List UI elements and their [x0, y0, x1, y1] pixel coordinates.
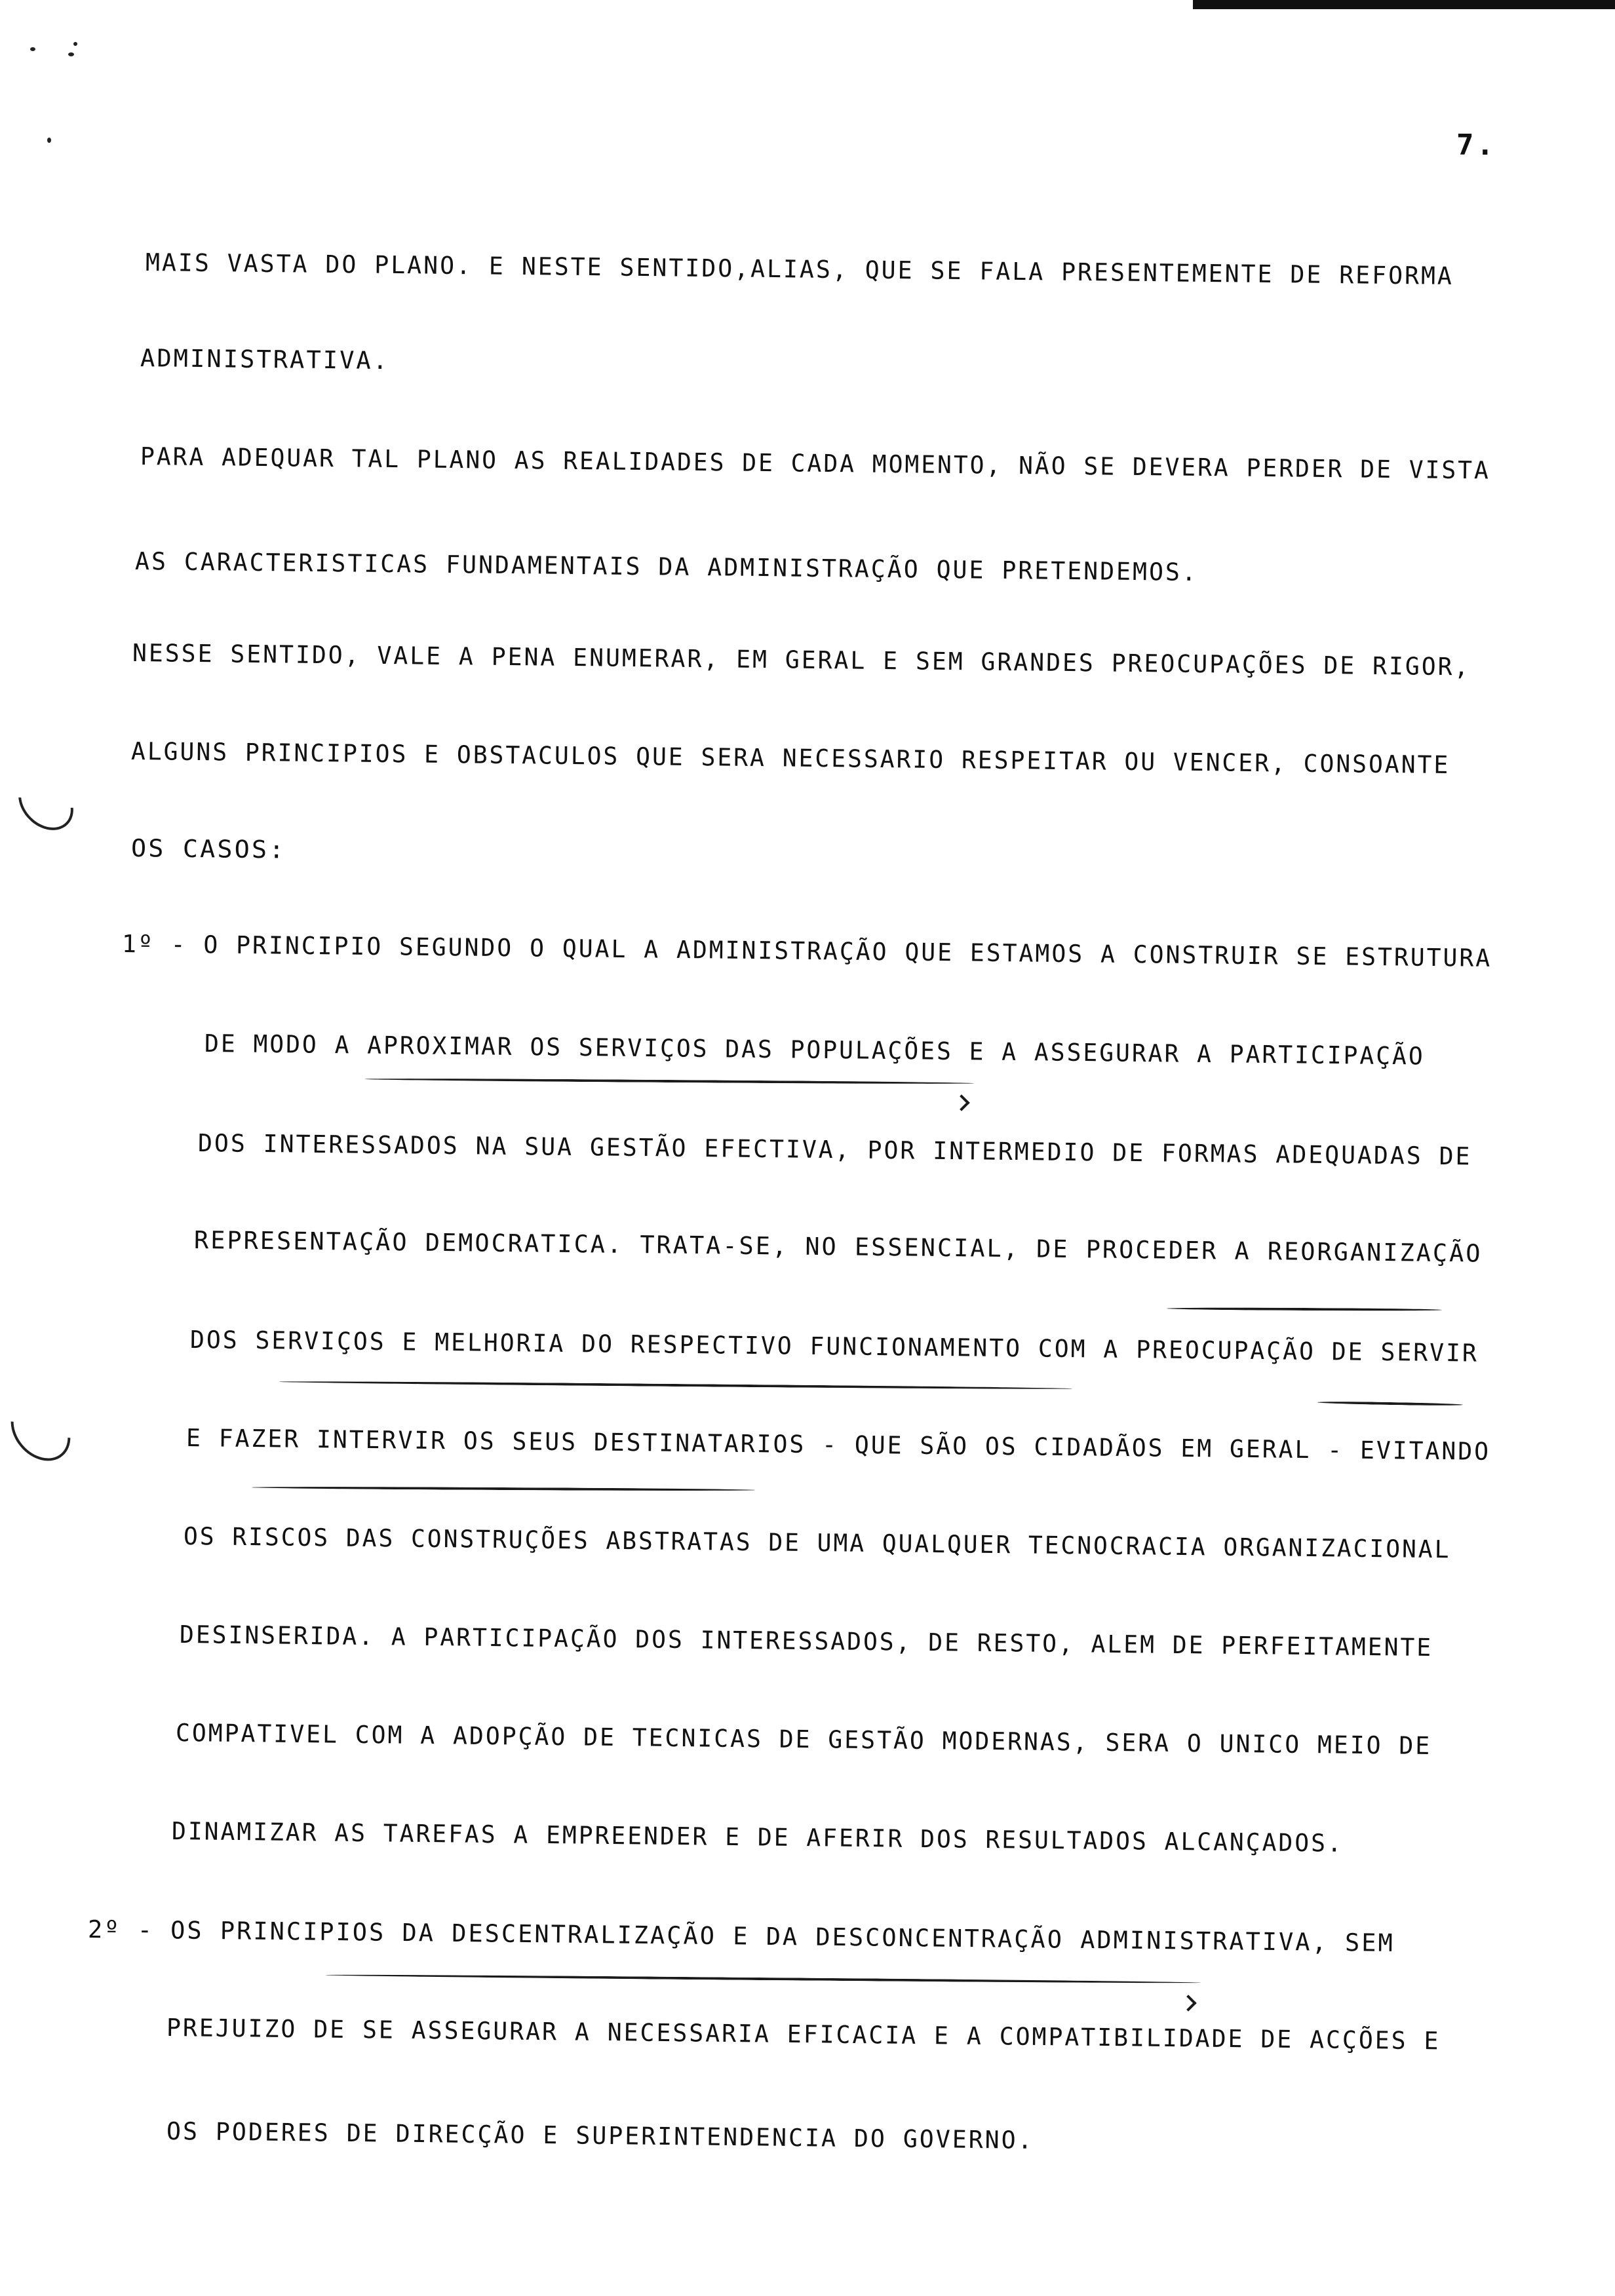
handwritten-underline: [279, 1381, 1072, 1390]
text-line: MAIS VASTA DO PLANO. E NESTE SENTIDO,ALIAS, QUE SE FALA PRESENTEMENTE DE REFORMA: [145, 248, 1454, 290]
text-line: 1º - O PRINCIPIO SEGUNDO O QUAL A ADMINISTRAÇÃO QUE ESTAMOS A CONSTRUIR SE ESTRUTURA: [121, 930, 1492, 972]
text-line: OS PODERES DE DIRECÇÃO E SUPERINTENDENCIA DO GOVERNO.: [166, 2117, 1034, 2154]
punch-hole-mark: [7, 764, 84, 841]
text-line: DOS INTERESSADOS NA SUA GESTÃO EFECTIVA, POR INTERMEDIO DE FORMAS ADEQUADAS DE: [197, 1129, 1472, 1171]
handwritten-underline: [252, 1486, 755, 1491]
handwritten-underline: [325, 1974, 1201, 1984]
underline-arrowhead: [1180, 1995, 1196, 2011]
text-line: OS CASOS:: [130, 834, 286, 864]
text-line: AS CARACTERISTICAS FUNDAMENTAIS DA ADMINISTRAÇÃO QUE PRETENDEMOS.: [134, 547, 1199, 586]
text-line: OS RISCOS DAS CONSTRUÇÕES ABSTRATAS DE UMA QUALQUER TECNOCRACIA ORGANIZACIONAL: [183, 1522, 1451, 1564]
page-number: 7.: [1456, 128, 1496, 162]
scan-speck: [73, 42, 77, 46]
text-line: 2º - OS PRINCIPIOS DA DESCENTRALIZAÇÃO E DA DESCONCENTRAÇÃO ADMINISTRATIVA, SEM: [87, 1915, 1395, 1957]
punch-hole-mark: [0, 1387, 83, 1472]
text-line: COMPATIVEL COM A ADOPÇÃO DE TECNICAS DE GESTÃO MODERNAS, SERA O UNICO MEIO DE: [175, 1719, 1432, 1761]
scan-speck: [30, 47, 35, 51]
text-line: DESINSERIDA. A PARTICIPAÇÃO DOS INTERESSADOS, DE RESTO, ALEM DE PERFEITAMENTE: [179, 1620, 1433, 1662]
scan-speck: [47, 138, 51, 143]
handwritten-underline: [1317, 1401, 1463, 1406]
text-line: NESSE SENTIDO, VALE A PENA ENUMERAR, EM GERAL E SEM GRANDES PREOCUPAÇÕES DE RIGOR,: [132, 639, 1471, 681]
text-line: ADMINISTRATIVA.: [140, 344, 390, 375]
text-line: ALGUNS PRINCIPIOS E OBSTACULOS QUE SERA NECESSARIO RESPEITAR OU VENCER, CONSOANTE: [130, 737, 1450, 780]
scan-edge-bar: [1193, 0, 1615, 9]
text-line: PARA ADEQUAR TAL PLANO AS REALIDADES DE CADA MOMENTO, NÃO SE DEVERA PERDER DE VISTA: [140, 442, 1491, 485]
text-line: DOS SERVIÇOS E MELHORIA DO RESPECTIVO FUNCIONAMENTO COM A PREOCUPAÇÃO DE SERVIR: [189, 1326, 1479, 1368]
text-line: PREJUIZO DE SE ASSEGURAR A NECESSARIA EFICACIA E A COMPATIBILIDADE DE ACÇÕES E: [166, 2014, 1441, 2056]
text-line: REPRESENTAÇÃO DEMOCRATICA. TRATA-SE, NO ESSENCIAL, DE PROCEDER A REORGANIZAÇÃO: [193, 1226, 1483, 1268]
text-line: E FAZER INTERVIR OS SEUS DESTINATARIOS - QUE SÃO OS CIDADÃOS EM GERAL - EVITANDO: [185, 1424, 1491, 1466]
handwritten-underline: [364, 1078, 974, 1084]
scan-speck: [68, 52, 74, 56]
text-line: DINAMIZAR AS TAREFAS A EMPREENDER E DE AFERIR DOS RESULTADOS ALCANÇADOS.: [171, 1817, 1344, 1858]
underline-arrowhead: [953, 1094, 969, 1111]
handwritten-underline: [1167, 1307, 1442, 1311]
text-line: DE MODO A APROXIMAR OS SERVIÇOS DAS POPULAÇÕES E A ASSEGURAR A PARTICIPAÇÃO: [204, 1029, 1425, 1071]
